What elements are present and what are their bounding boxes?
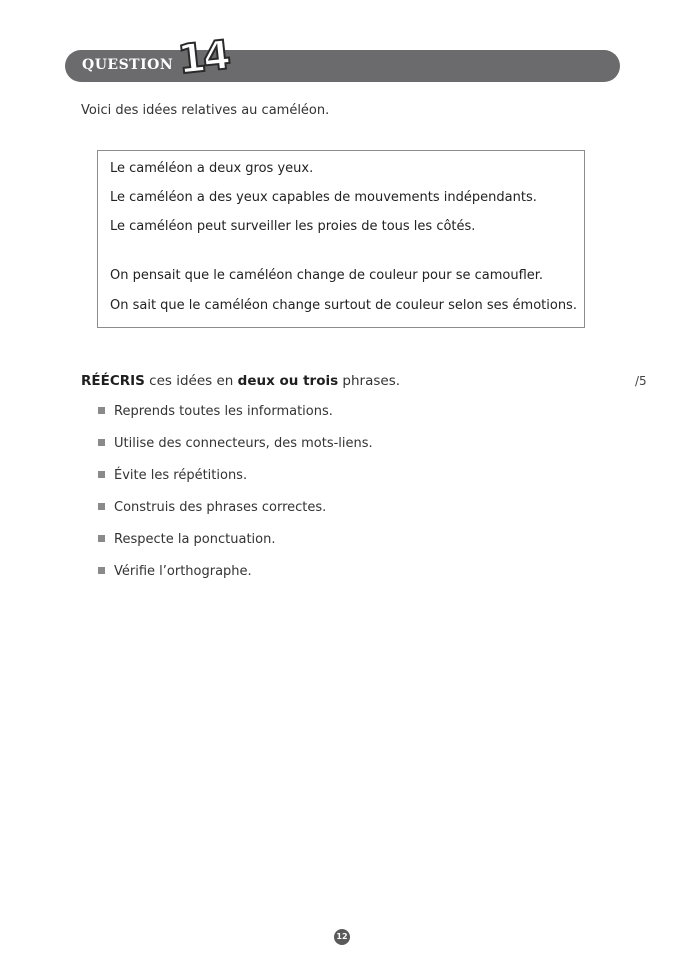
list-item: [98, 436, 373, 468]
task-verb: RÉÉCRIS: [81, 373, 145, 389]
square-bullet-icon: [98, 439, 105, 446]
list-item-text: Utilise des connecteurs, des mots-liens.: [114, 436, 373, 451]
question-number: 14: [175, 32, 230, 84]
list-item: [98, 500, 373, 532]
idea-line: Le caméléon a deux gros yeux.: [110, 161, 314, 176]
task-instruction: [81, 373, 400, 389]
idea-line: On sait que le caméléon change surtout de couleur selon ses émotions.: [110, 298, 577, 313]
ideas-box: [97, 150, 585, 328]
list-item-text: Construis des phrases correctes.: [114, 500, 327, 515]
list-item: [98, 468, 373, 500]
square-bullet-icon: [98, 567, 105, 574]
square-bullet-icon: [98, 535, 105, 542]
square-bullet-icon: [98, 407, 105, 414]
page-number: 12: [334, 929, 350, 945]
idea-line: Le caméléon a des yeux capables de mouvements indépendants.: [110, 190, 537, 205]
score-mark: /5: [635, 374, 647, 388]
list-item-text: Reprends toutes les informations.: [114, 404, 333, 419]
square-bullet-icon: [98, 503, 105, 510]
instruction-list: [98, 404, 373, 596]
task-text-1: ces idées en: [144, 373, 238, 389]
idea-line: On pensait que le caméléon change de couleur pour se camoufler.: [110, 268, 544, 283]
list-item: [98, 532, 373, 564]
question-label: QUESTION: [82, 57, 174, 73]
list-item: [98, 564, 373, 596]
task-emphasis: deux ou trois: [237, 373, 339, 389]
idea-line: Le caméléon peut surveiller les proies de tous les côtés.: [110, 219, 476, 234]
list-item-text: Respecte la ponctuation.: [114, 532, 276, 547]
list-item-text: Vérifie l’orthographe.: [114, 564, 252, 579]
square-bullet-icon: [98, 471, 105, 478]
list-item-text: Évite les répétitions.: [114, 468, 248, 483]
task-text-2: phrases.: [338, 373, 401, 389]
intro-text: Voici des idées relatives au caméléon.: [81, 103, 330, 118]
list-item: [98, 404, 373, 436]
